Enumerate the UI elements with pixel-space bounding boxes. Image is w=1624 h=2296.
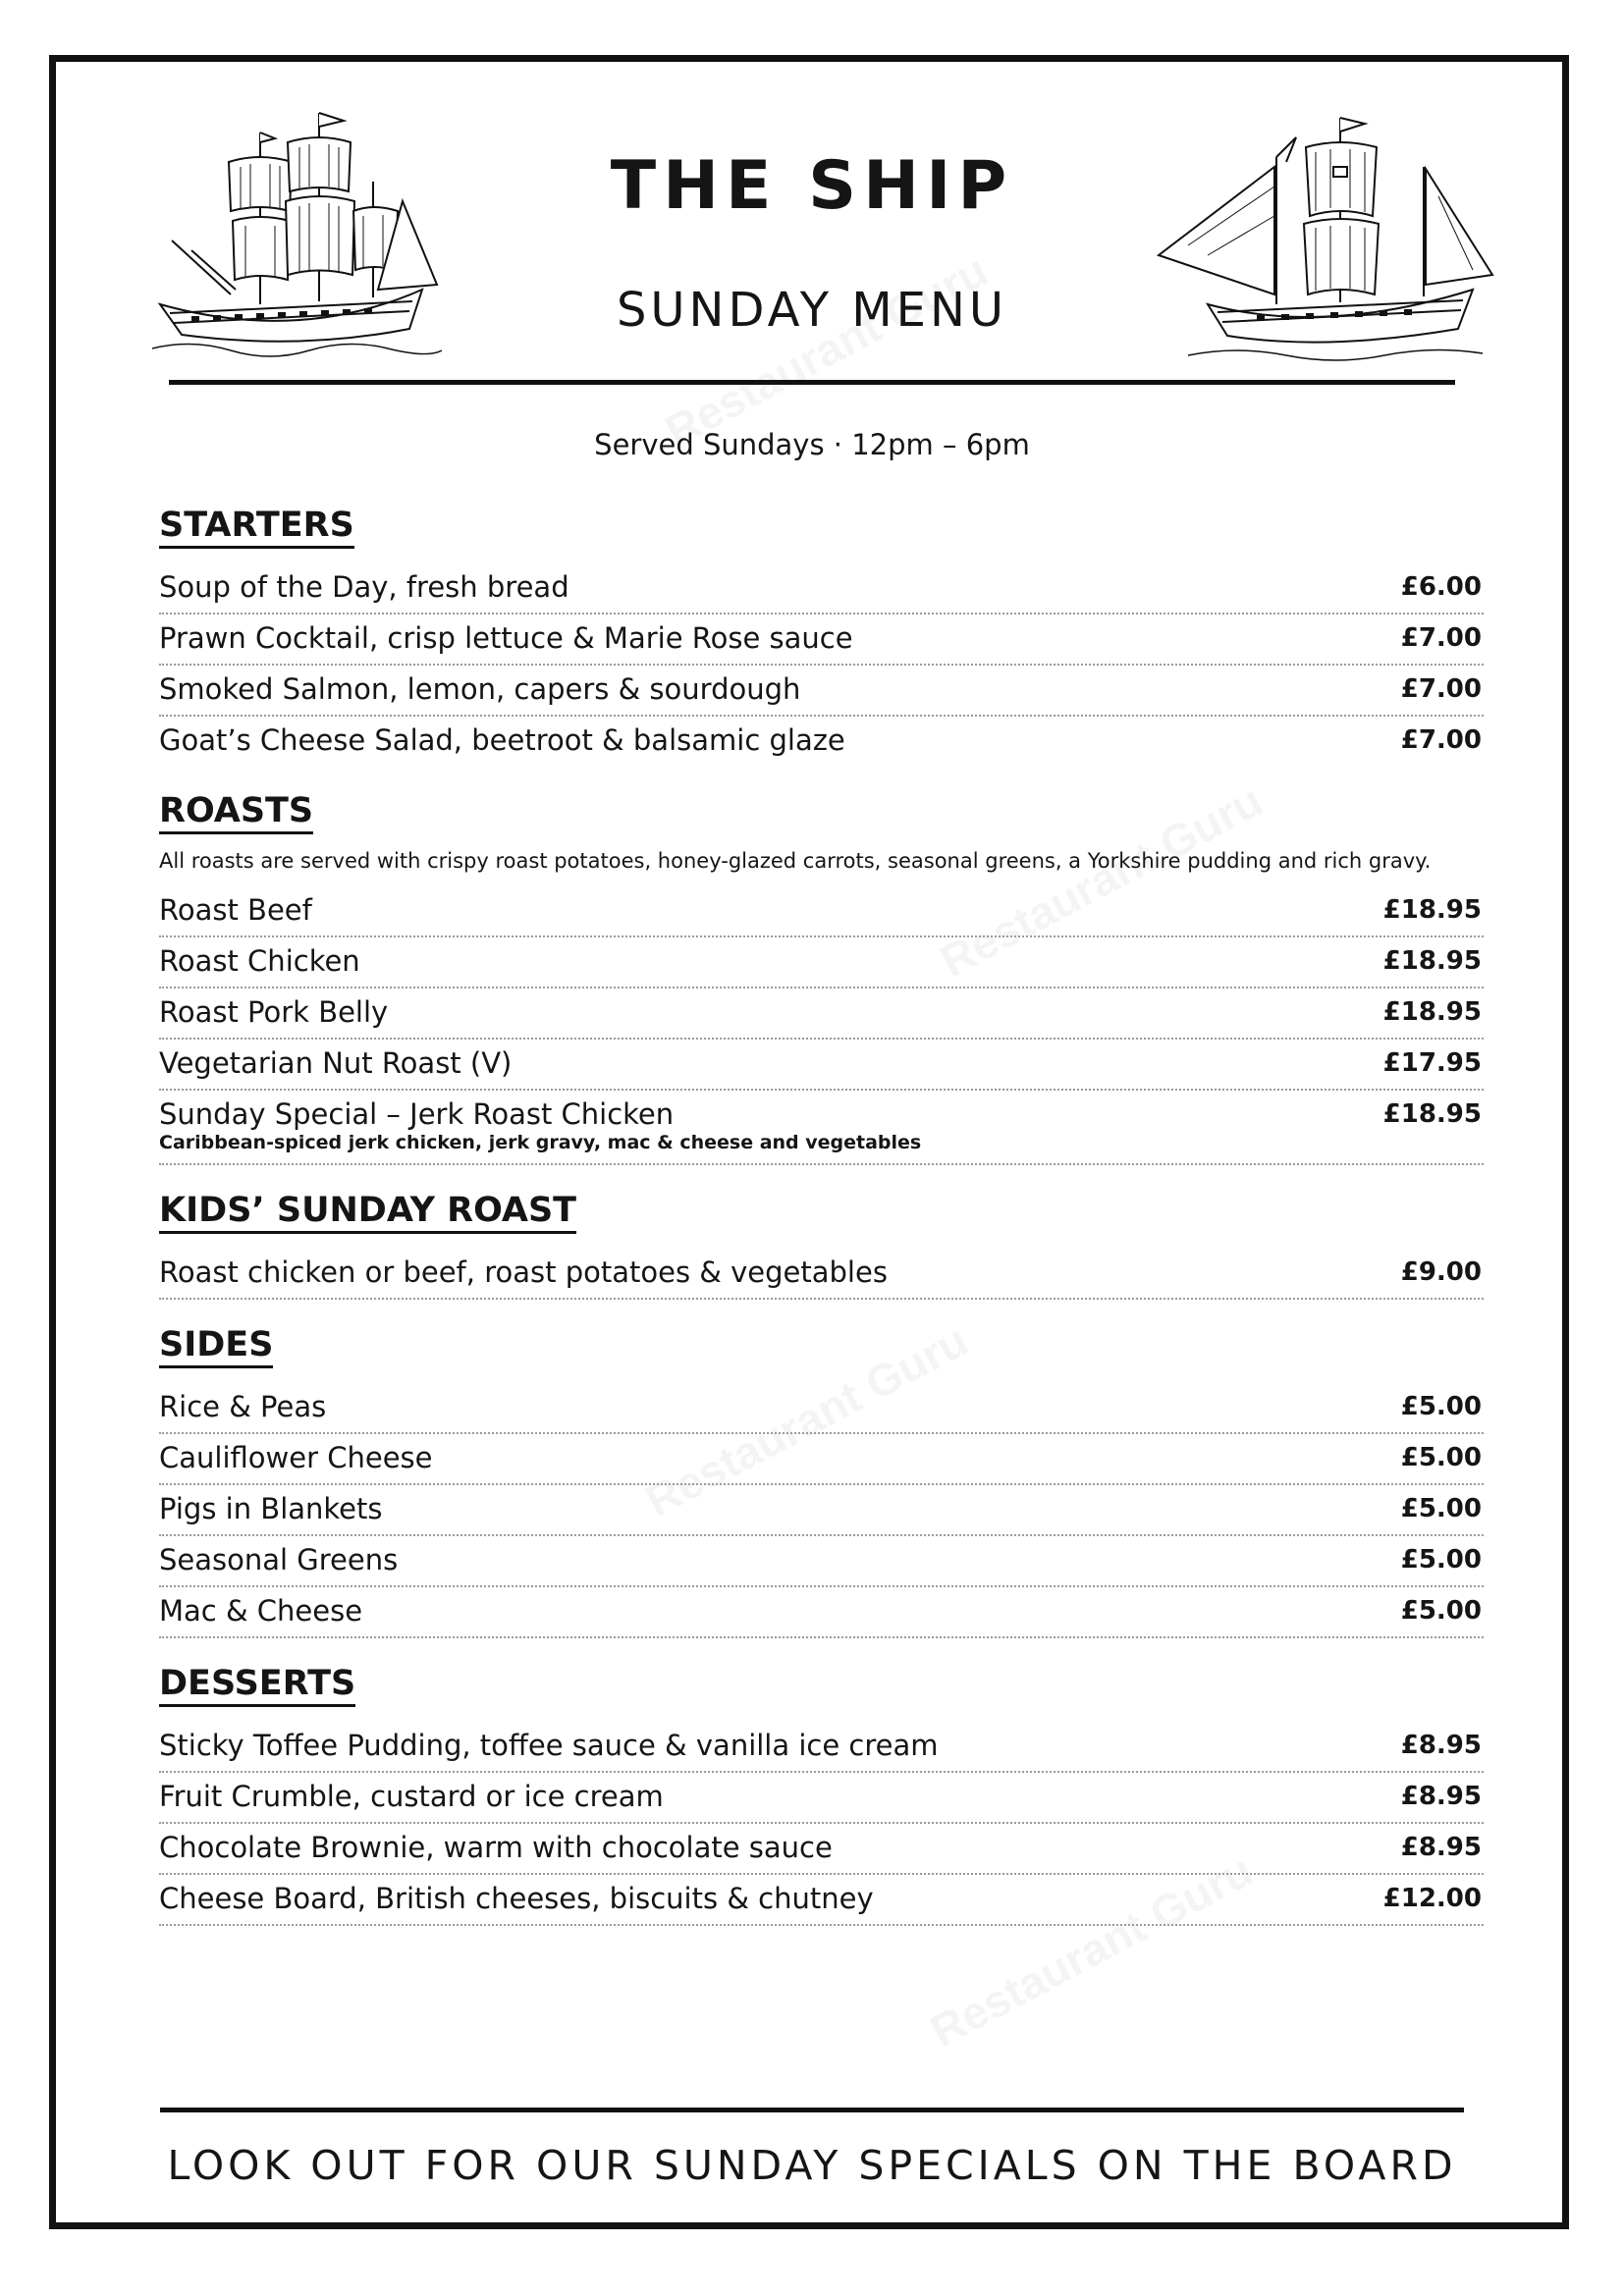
item-price: £5.00 bbox=[1400, 1443, 1482, 1472]
item-price: £18.95 bbox=[1382, 1099, 1482, 1129]
item-price: £6.00 bbox=[1400, 572, 1482, 602]
menu-item bbox=[159, 614, 1484, 666]
item-name: Sunday Special – Jerk Roast Chicken bbox=[159, 1097, 675, 1131]
menu-item bbox=[159, 1875, 1484, 1926]
item-price: £5.00 bbox=[1400, 1545, 1482, 1575]
item-name: Smoked Salmon, lemon, capers & sourdough bbox=[159, 672, 801, 706]
item-name: Rice & Peas bbox=[159, 1390, 327, 1423]
item-price: £18.95 bbox=[1382, 946, 1482, 976]
item-name: Goat’s Cheese Salad, beetroot & balsamic glaze bbox=[159, 723, 845, 757]
menu-item bbox=[159, 666, 1484, 717]
restaurant-name: THE SHIP bbox=[610, 147, 1014, 225]
menu-item bbox=[159, 1536, 1484, 1587]
item-name: Seasonal Greens bbox=[159, 1543, 399, 1576]
item-price: £5.00 bbox=[1400, 1392, 1482, 1421]
item-name-block bbox=[159, 1097, 921, 1154]
menu-item bbox=[159, 1485, 1484, 1536]
section-starters bbox=[159, 506, 1484, 766]
item-name: Sticky Toffee Pudding, toffee sauce & vanilla ice cream bbox=[159, 1729, 939, 1762]
item-name: Prawn Cocktail, crisp lettuce & Marie Rose sauce bbox=[159, 621, 853, 655]
section-kids-roast bbox=[159, 1191, 1484, 1300]
section-roasts bbox=[159, 791, 1484, 1165]
item-price: £18.95 bbox=[1382, 997, 1482, 1027]
item-name: Roast Chicken bbox=[159, 944, 360, 978]
section-title: KIDS’ SUNDAY ROAST bbox=[159, 1191, 576, 1234]
item-name: Cheese Board, British cheeses, biscuits & chutney bbox=[159, 1882, 874, 1915]
item-name: Roast Beef bbox=[159, 893, 312, 927]
section-note: All roasts are served with crispy roast potatoes, honey-glazed carrots, seasonal greens, a Yorkshire pudding and rich gravy. bbox=[159, 849, 1432, 873]
header-divider bbox=[169, 380, 1455, 385]
item-name: Vegetarian Nut Roast (V) bbox=[159, 1046, 513, 1080]
item-description: Caribbean-spiced jerk chicken, jerk gravy, mac & cheese and vegetables bbox=[159, 1132, 922, 1153]
menu-item bbox=[159, 717, 1484, 766]
menu-item bbox=[159, 1383, 1484, 1434]
menu-item bbox=[159, 1434, 1484, 1485]
menu-item bbox=[159, 1773, 1484, 1824]
item-price: £8.95 bbox=[1400, 1731, 1482, 1760]
serving-hours: Served Sundays · 12pm – 6pm bbox=[594, 428, 1030, 461]
item-price: £17.95 bbox=[1382, 1048, 1482, 1078]
menu-item bbox=[159, 886, 1484, 937]
item-name: Pigs in Blankets bbox=[159, 1492, 383, 1525]
item-price: £5.00 bbox=[1400, 1494, 1482, 1523]
item-price: £18.95 bbox=[1382, 895, 1482, 925]
item-price: £7.00 bbox=[1400, 674, 1482, 704]
menu-item bbox=[159, 1091, 1484, 1165]
section-title: SIDES bbox=[159, 1325, 273, 1368]
item-name: Chocolate Brownie, warm with chocolate sauce bbox=[159, 1831, 833, 1864]
item-price: £5.00 bbox=[1400, 1596, 1482, 1626]
section-title: ROASTS bbox=[159, 791, 313, 834]
item-name: Soup of the Day, fresh bread bbox=[159, 570, 569, 604]
item-name: Fruit Crumble, custard or ice cream bbox=[159, 1780, 664, 1813]
menu-item bbox=[159, 988, 1484, 1040]
item-price: £7.00 bbox=[1400, 725, 1482, 755]
item-name: Mac & Cheese bbox=[159, 1594, 363, 1628]
section-title: STARTERS bbox=[159, 506, 354, 549]
item-name: Roast chicken or beef, roast potatoes & vegetables bbox=[159, 1255, 888, 1289]
section-title: DESSERTS bbox=[159, 1664, 355, 1707]
footer-divider bbox=[160, 2108, 1464, 2112]
menu-item bbox=[159, 1040, 1484, 1091]
item-name: Roast Pork Belly bbox=[159, 995, 389, 1029]
menu-subtitle: SUNDAY MENU bbox=[616, 283, 1008, 338]
item-price: £8.95 bbox=[1400, 1782, 1482, 1811]
item-price: £8.95 bbox=[1400, 1833, 1482, 1862]
menu-item bbox=[159, 1249, 1484, 1300]
item-price: £7.00 bbox=[1400, 623, 1482, 653]
menu-item bbox=[159, 563, 1484, 614]
menu-item bbox=[159, 1587, 1484, 1638]
section-desserts bbox=[159, 1664, 1484, 1926]
menu-item bbox=[159, 1824, 1484, 1875]
menu-item bbox=[159, 937, 1484, 988]
item-price: £12.00 bbox=[1382, 1884, 1482, 1913]
menu-item bbox=[159, 1722, 1484, 1773]
menu-content bbox=[159, 506, 1484, 1951]
section-sides bbox=[159, 1325, 1484, 1638]
item-name: Cauliflower Cheese bbox=[159, 1441, 433, 1474]
footer-note: LOOK OUT FOR OUR SUNDAY SPECIALS ON THE BOARD bbox=[167, 2142, 1457, 2189]
item-price: £9.00 bbox=[1400, 1257, 1482, 1287]
